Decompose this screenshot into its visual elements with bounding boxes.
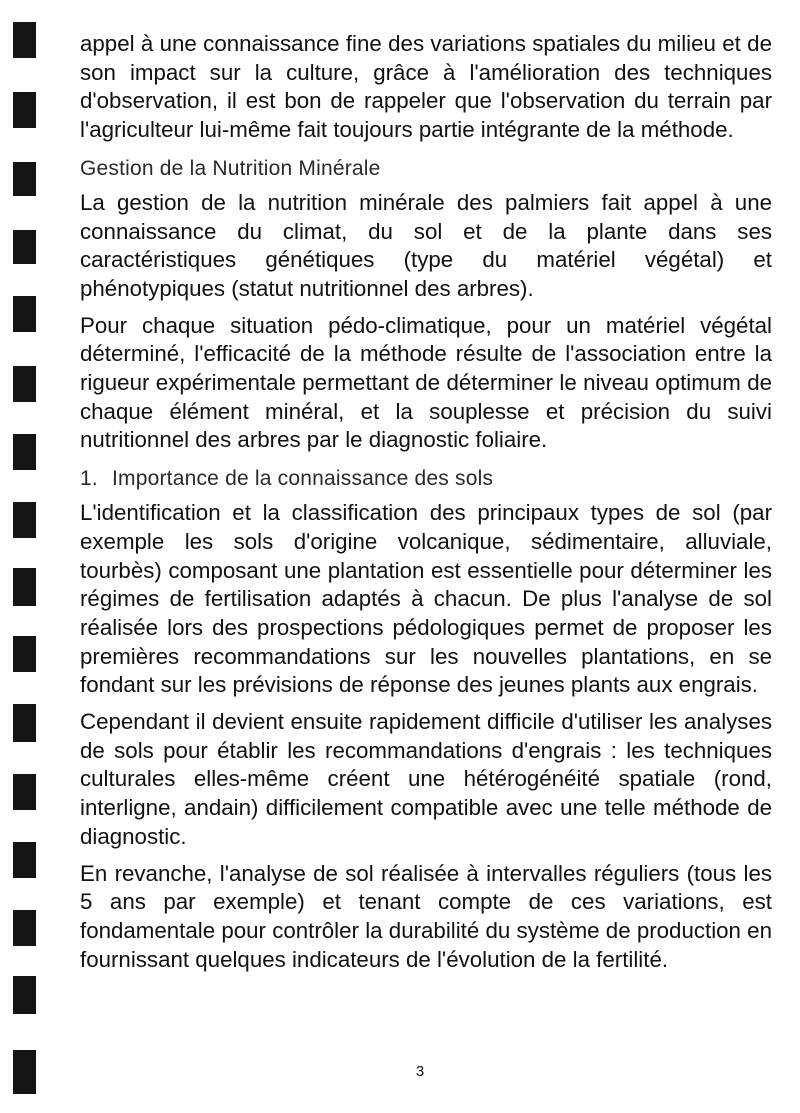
paragraph: appel à une connaissance fine des variations spatiales du milieu et de son impact sur la culture, grâce à l'amélioration des techniques d'observation, il est bon de rappeler que l'observation du terrain par l'agriculteur lui-même fait toujours partie intégrante de la méthode. [80, 31, 772, 143]
paragraph: La gestion de la nutrition minérale des palmiers fait appel à une connaissance du climat, du sol et de la plante dans ses caractéristiques génétiques (type du matériel végétal) et phénotypiques (statut nutritionnel des arbres). [80, 189, 772, 301]
section-number: 1. [80, 467, 98, 491]
page-body [80, 30, 772, 974]
binding-mark [13, 842, 36, 878]
binding-mark [13, 434, 36, 470]
binding-mark [13, 162, 36, 196]
paragraph: L'identification et la classification des principaux types de sol (par exemple les sols d'origine volcanique, sédimentaire, alluviale, tourbès) composant une plantation est essentielle pour déterminer les régimes de fertilisation adaptés à chacun. De plus l'analyse de sol réalisée lors des prospections pédologiques permet de proposer les premières recommandations sur les nouvelles plantations, en se fondant sur les prévisions de réponse des jeunes plants aux engrais. [80, 500, 772, 698]
binding-mark [13, 92, 36, 128]
binding-mark [13, 774, 36, 810]
binding-mark [13, 636, 36, 672]
binding-marks [0, 0, 60, 1113]
paragraph: En revanche, l'analyse de sol réalisée à intervalles réguliers (tous les 5 ans par exemple) et tenant compte de ces variations, est fondamentale pour contrôler la durabilité du système de production en fournissant quelques indicateurs de l'évolution de la fertilité. [80, 860, 772, 972]
binding-mark [13, 704, 36, 742]
binding-mark [13, 976, 36, 1014]
section-heading-soils [80, 465, 772, 493]
binding-mark [13, 366, 36, 402]
binding-mark [13, 910, 36, 946]
paragraph: Pour chaque situation pédo-climatique, pour un matériel végétal déterminé, l'efficacité de la méthode résulte de l'association entre la rigueur expérimentale permettant de déterminer le niveau optimum de chaque élément minéral, et la souplesse et précision du suivi nutritionnel des arbres par le diagnostic foliaire. [80, 312, 772, 453]
section-heading-nutrition: Gestion de la Nutrition Minérale [80, 156, 381, 180]
page-number: 3 [415, 1063, 425, 1080]
section-title: Importance de la connaissance des sols [112, 467, 494, 491]
paragraph: Cependant il devient ensuite rapidement difficile d'utiliser les analyses de sols pour établir les recommandations d'engrais : les techniques culturales elles-même créent une hétérogénéité spatiale (rond, interligne, andain) difficilement compatible avec une telle méthode de diagnostic. [80, 709, 772, 849]
binding-mark [13, 230, 36, 264]
binding-mark [13, 568, 36, 606]
binding-mark [13, 22, 36, 58]
binding-mark [13, 502, 36, 538]
binding-mark [13, 296, 36, 332]
